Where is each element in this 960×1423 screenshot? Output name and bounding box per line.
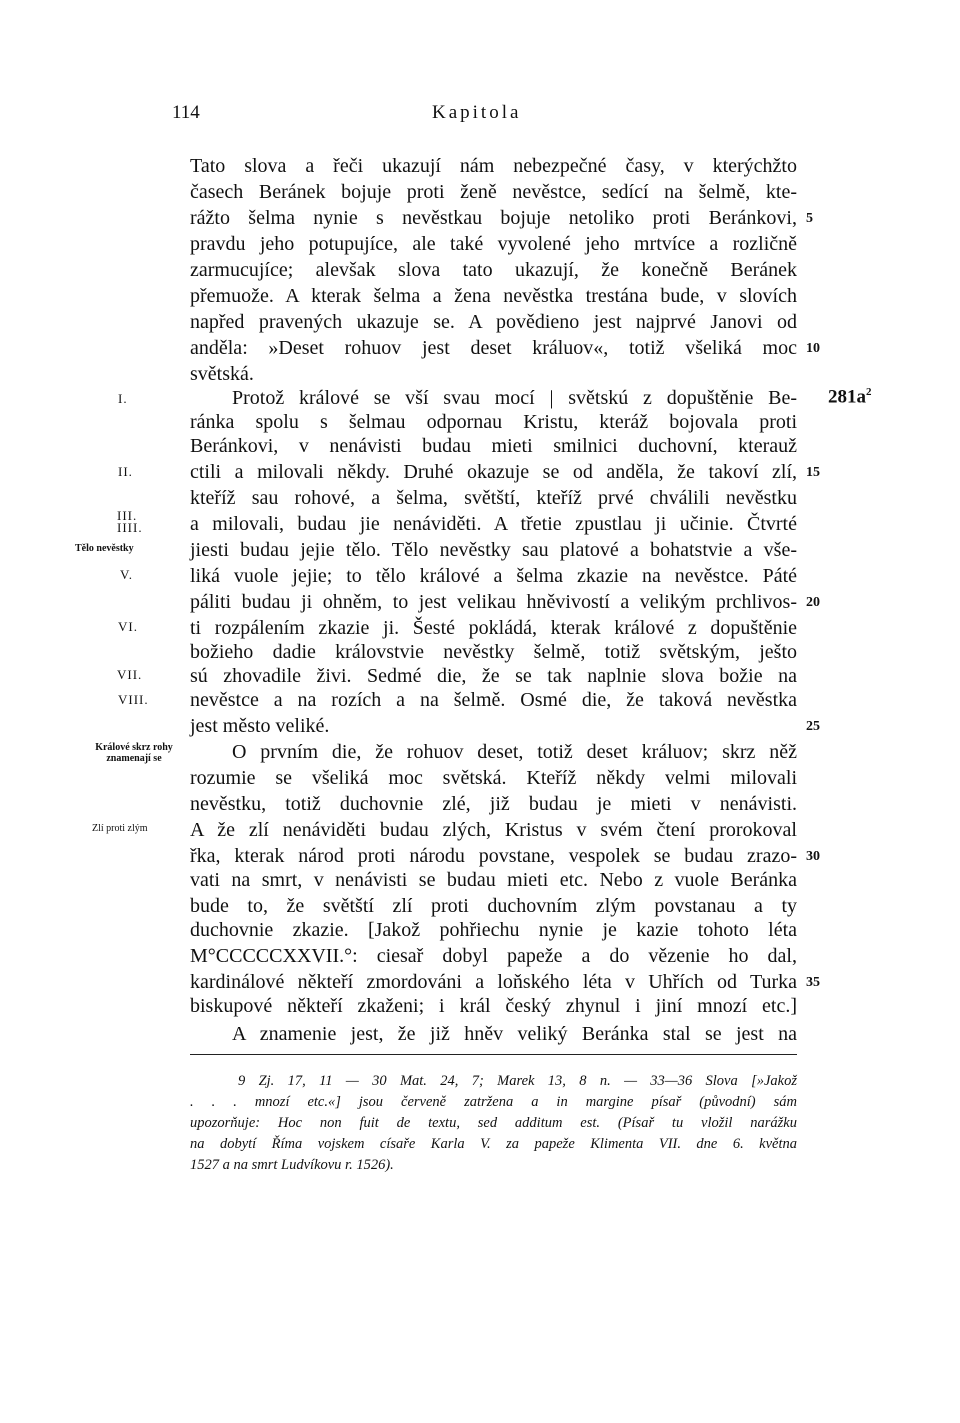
text-line: biskupové někteří zkaženi; i král český zhynul i jiní mnozí etc.]: [190, 995, 797, 1017]
line-number: 10: [806, 341, 820, 356]
line-number: 25: [806, 719, 820, 734]
text-line: M°CCCCCXXVII.°: ciesař dobyl papeže a do vězenie ho dal,: [190, 945, 797, 967]
text-line: rozumie se všeliká moc světská. Kteříž někdy velmi milovali: [190, 767, 797, 789]
text-line: liká vuole jejie; to tělo králové a šelma zkazie na nevěstce. Páté: [190, 565, 797, 587]
text-line: zarmucujíce; alevšak slova tato ukazují, že konečně Beránek: [190, 259, 797, 281]
text-line: nevěstce a na rozích a na šelmě. Osmé die, že taková nevěstka: [190, 689, 797, 711]
line-number: 5: [806, 211, 813, 226]
margin-note: II.: [118, 464, 133, 479]
text-line: božieho dadie královstvie nevěstky šelmě, totiž světským, ješto: [190, 641, 797, 663]
text-line: anděla: »Deset rohuov jest deset králuov«, totiž všeliká moc: [190, 337, 797, 359]
line-number: 20: [806, 595, 820, 610]
text-line: časech Beránek bojuje proti ženě nevěstce, sedící na šelmě, kte-: [190, 181, 797, 203]
line-number: 35: [806, 975, 820, 990]
text-line: řka, kterak národ proti národu povstane, vespolek se budau zrazo-: [190, 845, 797, 867]
margin-note-line: Králové skrz rohy: [95, 742, 173, 753]
running-title: Kapitola: [432, 102, 522, 123]
margin-note-line: znamenají se: [106, 753, 162, 764]
text-line: přemuože. A kterak šelma a žena nevěstka trestána bude, v slovích: [190, 285, 797, 307]
margin-note: V.: [120, 567, 133, 582]
text-line: jiesti budau jejie tělo. Tělo nevěstky sau platové a bohatstvie a vše-: [190, 539, 797, 561]
text-line: Beránkovi, v nenávisti budau mieti smilnici duchovní, kterauž: [190, 435, 797, 457]
text-line: napřed pravených ukazuje se. A povědieno jest najprvé Janovi od: [190, 311, 797, 333]
margin-note: VI.: [118, 619, 138, 634]
margin-note: Tělo nevěstky: [75, 543, 134, 554]
line-number: 15: [806, 465, 820, 480]
text-line: světská.: [190, 363, 254, 385]
page-number: 114: [172, 102, 200, 123]
text-line: ctili a milovali někdy. Druhé okazuje se od anděla, že takoví zlí,: [190, 461, 797, 483]
margin-note: VII.: [117, 667, 143, 682]
line-number: 30: [806, 849, 820, 864]
footnote-line: 9 Zj. 17, 11 — 30 Mat. 24, 7; Marek 13, 8 n. — 33—36 Slova [»Jakož: [238, 1073, 797, 1089]
text-line: ránka spolu s šelmau odpornau Kristu, kteráž bojovala proti: [190, 411, 797, 433]
text-line: duchovnie zkazie. [Jakož pohřiechu nynie je kazie tohoto léta: [190, 919, 797, 941]
text-line: vati na smrt, v nenávisti se budau mieti etc. Nebo z vuole Beránka: [190, 869, 797, 891]
footnote-rule: [190, 1054, 797, 1055]
text-line: nevěstku, totiž duchovnie zlé, již budau je mieti v nenávisti.: [190, 793, 797, 815]
footnote-line: 1527 a na smrt Ludvíkovu r. 1526).: [190, 1157, 394, 1173]
text-line: sú zhovadile živi. Sedmé die, že se tak naplnie slova božie na: [190, 665, 797, 687]
text-line: kteříž sau rohové, a šelma, světští, kteříž prvé chválili nevěstku: [190, 487, 797, 509]
footnote-line: upozorňuje: Hoc non fuit de textu, sed additum est. (Písař tu vložil narážku: [190, 1115, 797, 1131]
text-line: rážto šelma nynie s nevěstkau bojuje netoliko proti Beránkovi,: [190, 207, 797, 229]
text-line: ti rozpálením zkazie ji. Šesté pokládá, kterak králové z dopuštěnie: [190, 617, 797, 639]
text-line: páliti budau ji ohněm, to jest velikau hněvivostí a velikým prchlivos-: [190, 591, 797, 613]
text-line: O prvním die, že rohuov deset, totiž deset králuov; skrz něž: [232, 741, 797, 763]
folio-mark: $281a^2$: [828, 386, 872, 408]
footnote-line: . . . mnozí etc.«] jsou červeně zatržena a in margine písař (původní) sám: [190, 1094, 797, 1110]
text-line: Tato slova a řeči ukazují nám nebezpečné časy, v kterýchžto: [190, 155, 797, 177]
footnote-line: na dobytí Říma vojskem císaře Karla V. za papeže Klimenta VII. dne 6. května: [190, 1136, 797, 1152]
margin-note: IIII.: [117, 520, 143, 535]
text-line: bude to, že světští zlí proti duchovním zlým povstanau a ty: [190, 895, 797, 917]
text-line: A znamenie jest, že již hněv veliký Beránka stal se jest na: [232, 1023, 797, 1045]
margin-note: III.: [117, 508, 138, 523]
margin-note: I.: [118, 391, 128, 406]
text-line: Protož králové se vší svau mocí | světskú z dopuštěnie Be-: [232, 387, 797, 409]
text-line: kardinálové někteří zmordováni a loňského léta v Uhřích od Turka: [190, 971, 797, 993]
text-line: A že zlí nenáviděti budau zlých, Kristus v svém čtení prorokoval: [190, 819, 797, 841]
margin-note: VIII.: [118, 692, 149, 707]
margin-note: [82, 742, 186, 764]
text-line: pravdu jeho potupujíce, ale také vyvolené jeho mrtvíce a rozličně: [190, 233, 797, 255]
text-line: jest město veliké.: [190, 715, 330, 737]
margin-note: Zlí proti zlým: [92, 823, 148, 834]
text-line: a milovali, budau jie nenáviděti. A třetie zpustlau ji učinie. Čtvrté: [190, 513, 797, 535]
